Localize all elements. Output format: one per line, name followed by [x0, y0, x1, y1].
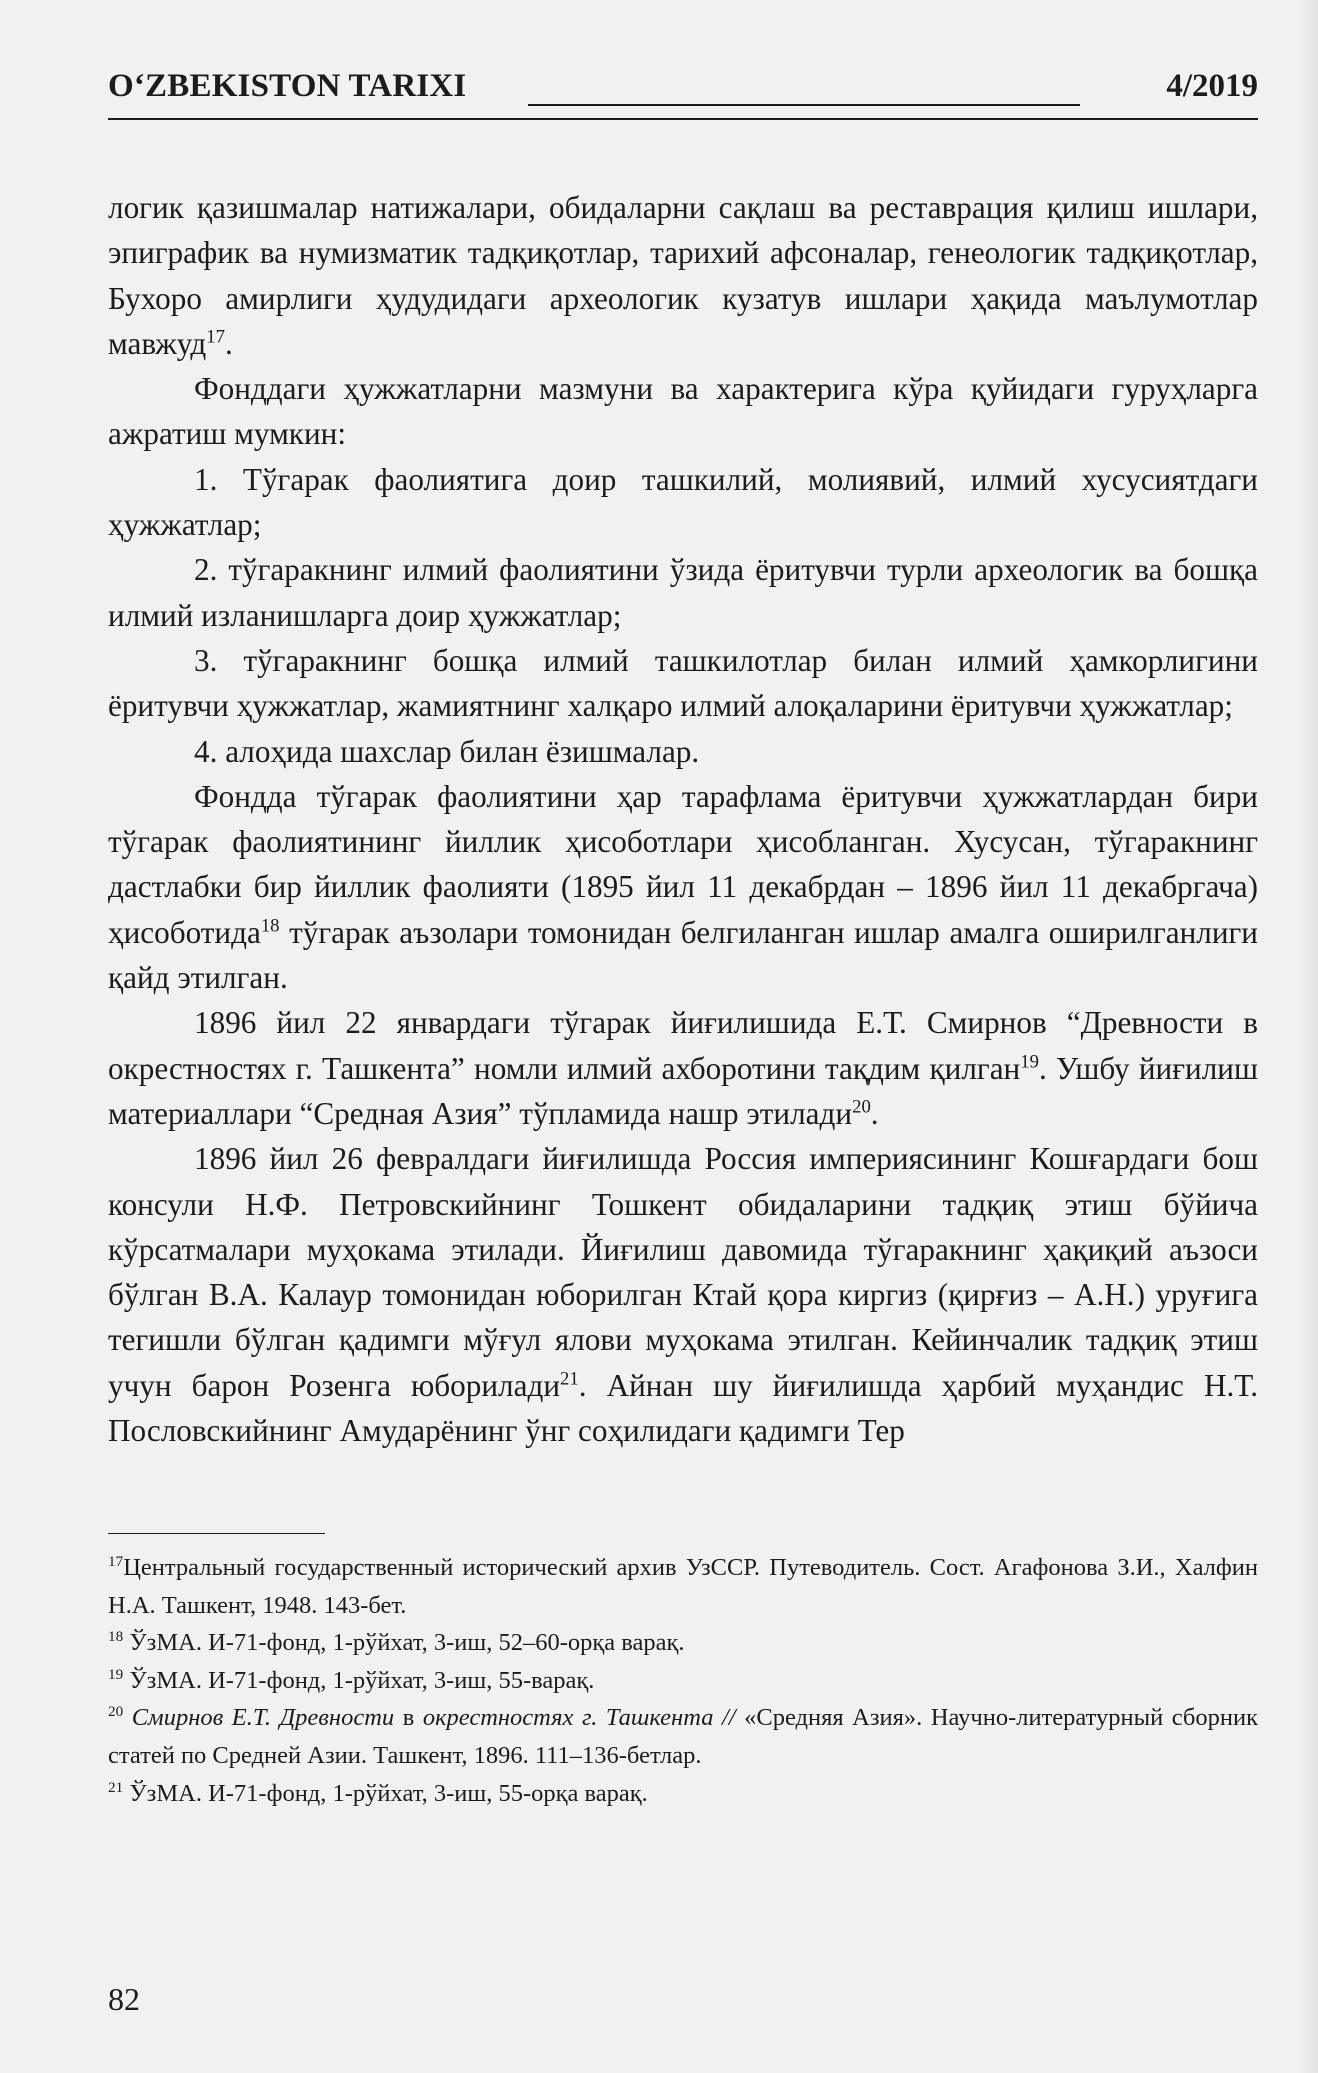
running-header	[108, 68, 1258, 118]
footnote-17: $^{17}$Центральный государственный исторический архив УзССР. Путеводитель. Сост. Агафонова З.И., Халфин Н.А. Ташкент, 1948. 143-бет.	[108, 1552, 1258, 1619]
paragraph-1: логик қазишмалар натижалари, обидаларни сақлаш ва реставрация қилиш ишлари, эпиграфик ва нумизматик тадқиқотлар, тарихий афсоналар, генеологик тадқиқотлар, Бухоро амирлиги ҳудудидаги археологик кузатув ишлари ҳақида маълумотлар мавжуд$^{17}$.	[108, 190, 1258, 361]
main-text	[108, 185, 1258, 1453]
footnote-ref-21: 21	[560, 1368, 579, 1390]
journal-title: O‘ZBEKISTON TARIXI	[108, 68, 467, 104]
list-item-4: 4. алоҳида шахслар билан ёзишмалар.	[194, 733, 700, 769]
footnote-ref-18: 18	[260, 915, 280, 937]
page-number: 82	[108, 1981, 140, 2017]
footnote-21: $^{21}$ ЎзМА. И-71-фонд, 1-рўйхат, 3-иш, 55-орқа варақ.	[108, 1778, 648, 1807]
header-underline	[108, 118, 1258, 120]
header-rule	[528, 104, 1080, 106]
list-item-1: 1. Тўгарак фаолиятига доир ташкилий, молиявий, илмий хусусиятдаги ҳужжатлар;	[108, 461, 1258, 543]
paragraph-3: Фондда тўгарак фаолиятини ҳар тарафлама ёритувчи ҳужжатлардан бири тўгарак фаолиятининг йиллик ҳисоботлари ҳисобланган. Хусусан, тўгаракнинг дастлабки бир йиллик фаолияти (1895 йил 11 декабрдан – 1896 йил 11 декабргача) ҳисоботида$^{18}$ тўгарак аъзолари томонидан белгиланган ишлар амалга оширилганлиги қайд этилган.	[108, 778, 1258, 996]
paragraph-2: Фонддаги ҳужжатларни мазмуни ва характерига кўра қуйидаги гуруҳларга ажратиш мумкин:	[108, 371, 1258, 452]
footnote-20: $^{20}$ Смирнов Е.Т. Древности в окрестностях г. Ташкента // «Средняя Азия». Научно-литературный сборник статей по Средней Азии. Ташкент, 1896. 111–136-бетлар.	[108, 1703, 1258, 1769]
list-item-2: 2. тўгаракнинг илмий фаолиятини ўзида ёритувчи турли археологик ва бошқа илмий изланишларга доир ҳужжатлар;	[108, 552, 1258, 633]
list-item-3: 3. тўгаракнинг бошқа илмий ташкилотлар билан илмий ҳамкорлигини ёритувчи ҳужжатлар, жамиятнинг халқаро илмий алоқаларини ёритувчи ҳужжатлар;	[108, 642, 1258, 724]
footnote-ref-19: 19	[1020, 1051, 1039, 1073]
paragraph-5: 1896 йил 26 февралдаги йиғилишда Россия империясининг Кошғардаги бош консули Н.Ф. Петровскийнинг Тошкент обидаларини тадқиқ этиш бўйича кўрсатмалари муҳокама этилади. Йиғилиш давомида тўгаракнинг ҳақиқий аъзоси бўлган В.А. Калаур томонидан юборилган Ктай қора киргиз (қирғиз – А.Н.) уруғига тегишли бўлган қадимги мўғул ялови муҳокама этилган. Кейинчалик тадқиқ этиш учун барон Розенга юборилади$^{21}$. Айнан шу йиғилишда ҳарбий муҳандис Н.Т. Пословскийнинг Амударёнинг ўнг соҳилидаги қадимги Тер	[108, 1141, 1258, 1449]
footnote-separator	[108, 1533, 325, 1534]
issue-number: 4/2019	[1166, 68, 1258, 104]
footnote-18: $^{18}$ ЎзМА. И-71-фонд, 1-рўйхат, 3-иш, 52–60-орқа варақ.	[108, 1628, 685, 1657]
footnote-ref-20: 20	[852, 1096, 871, 1118]
footnote-ref-17: 17	[206, 326, 225, 348]
paragraph-4: 1896 йил 22 январдаги тўгарак йиғилишида Е.Т. Смирнов “Древности в окрестностях г. Ташкента” номли илмий ахборотини тақдим қилган$^{19}$. Ушбу йиғилиш материаллари “Средная Азия” тўпламида нашр этилади$^{20}$.	[108, 1005, 1259, 1131]
footnote-19: $^{19}$ ЎзМА. И-71-фонд, 1-рўйхат, 3-иш, 55-варақ.	[108, 1665, 595, 1694]
page-edge-shadow	[1296, 0, 1318, 2073]
footnotes	[108, 1549, 1258, 1812]
